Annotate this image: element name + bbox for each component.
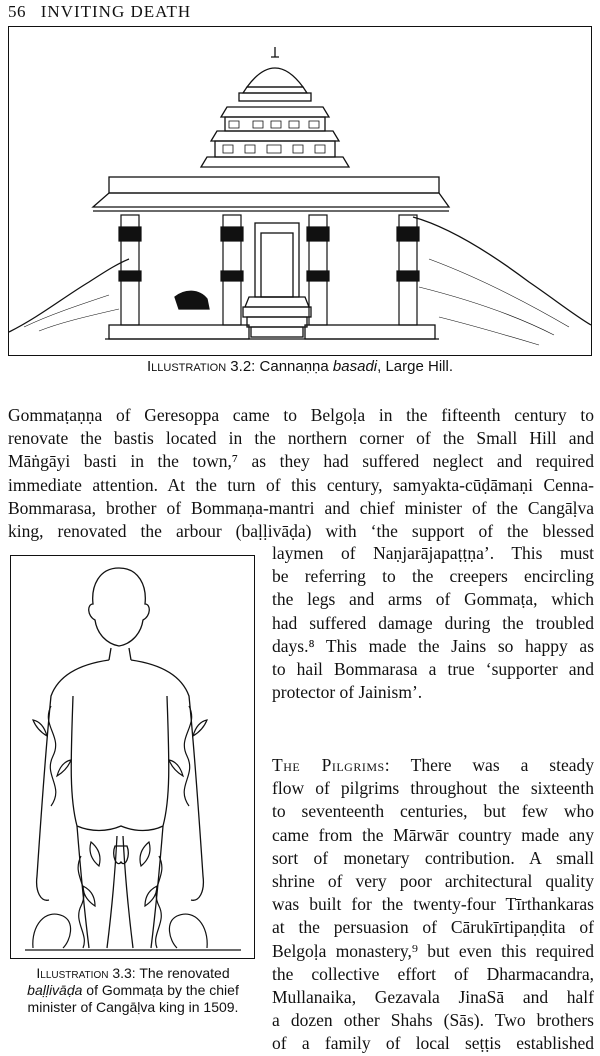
- caption-line-3: minister of Cangāḷva king in 1509.: [27, 999, 239, 1015]
- text-line: Belgoḷa monastery,⁹ but even this required: [272, 940, 594, 961]
- text-line: days.⁸ This made the Jains so happy as: [272, 635, 594, 656]
- caption-text: Cannaṇṇa: [259, 358, 333, 375]
- caption-italic: baḷḷivāḍa: [27, 982, 83, 998]
- text-line: had suffered damage during the troubled: [272, 612, 594, 633]
- text-line: Mullanaika, Gezavala JinaSā and half: [272, 987, 594, 1008]
- text-line: renovate the bastis located in the northern corner of the Small Hill and: [8, 428, 594, 449]
- text-line: to hail Bommarasa a true ‘supporter and: [272, 659, 594, 680]
- page-number: 56: [8, 2, 26, 21]
- running-title: INVITING DEATH: [40, 2, 192, 21]
- caption-line-2: [4, 982, 262, 999]
- temple-drawing: [9, 27, 591, 355]
- figure-caption-3-2: [30, 358, 570, 375]
- caption-text: The renovated: [135, 965, 230, 981]
- gommata-illustration: [10, 555, 255, 959]
- caption-text-end: , Large Hill.: [377, 358, 453, 375]
- text-line: be referring to the creepers encircling: [272, 566, 594, 587]
- text-line: to seventeenth centuries, but few who: [272, 801, 594, 822]
- caption-text: of Gommaṭa by the chief: [82, 982, 239, 998]
- text-line: the collective effort of Dharmacandra,: [272, 963, 594, 984]
- text-line: Māṅgāyi basti in the town,⁷ as they had suffered neglect and required: [8, 451, 594, 472]
- body-paragraph-1: [8, 404, 594, 543]
- text-line: king, renovated the arbour (baḷḷivāḍa) with ‘the support of the blessed: [8, 521, 594, 542]
- text-line: came from the Mārwār country made any: [272, 824, 594, 845]
- text-line-rest: There was a steady: [390, 755, 594, 775]
- body-paragraph-2: [272, 542, 594, 704]
- caption-line-1: [4, 965, 262, 982]
- text-line: [272, 754, 594, 777]
- figure-caption-3-3: [4, 965, 262, 1016]
- text-line: Bommarasa, brother of Bommaṇa-mantri and chief minister of the Cangāḷva: [8, 497, 594, 518]
- text-line: Gommaṭaṇṇa of Geresoppa came to Belgoḷa in the fifteenth century to: [8, 405, 594, 425]
- temple-illustration: [8, 26, 592, 356]
- body-paragraph-3: [272, 754, 594, 1056]
- text-line: was built for the twenty-four Tīrthankaras: [272, 894, 594, 915]
- text-line: sort of monetary contribution. A small: [272, 847, 594, 868]
- gommata-drawing: [11, 556, 254, 958]
- text-line: at the persuasion of Cārukīrtipaṇḍita of: [272, 917, 594, 938]
- text-line: immediate attention. At the turn of this century, samyakta-cūḍāmaṇi Cenna-: [8, 474, 594, 495]
- caption-label: Illustration 3.3:: [36, 965, 136, 981]
- text-line: a dozen other Shahs (Sās). Two brothers: [272, 1010, 594, 1031]
- section-heading: The Pilgrims:: [272, 755, 391, 775]
- caption-italic: basadi: [332, 358, 378, 375]
- running-header: [8, 2, 191, 22]
- text-line: flow of pilgrims throughout the sixteenth: [272, 778, 594, 799]
- caption-label: Illustration 3.2:: [147, 358, 256, 375]
- text-line: shrine of very poor architectural quality: [272, 871, 594, 892]
- text-line: protector of Jainism’.: [272, 682, 423, 703]
- text-line: of a family of local seṭṭis established: [272, 1033, 594, 1054]
- text-line: the legs and arms of Gommaṭa, which: [272, 589, 594, 610]
- text-line: laymen of Naṇjarājapaṭṭṇa’. This must: [272, 543, 594, 563]
